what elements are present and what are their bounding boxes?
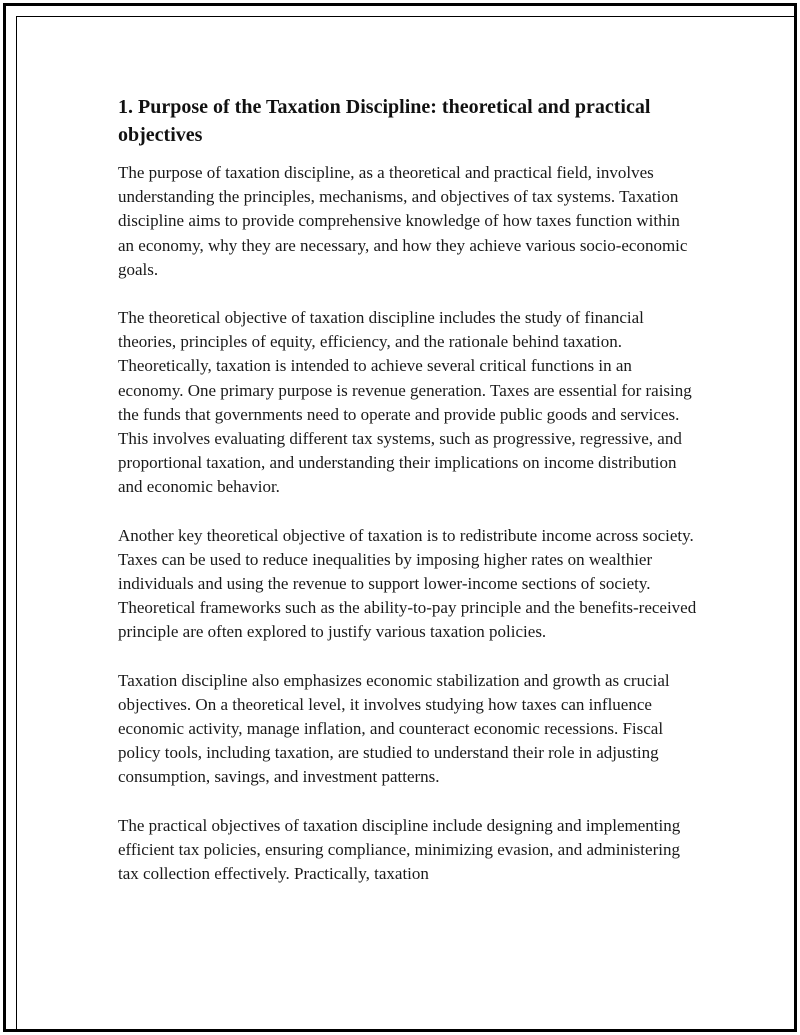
paragraph-stabilization: Taxation discipline also emphasizes economic stabilization and growth as crucial objectives. On a theoretical level, it involves studying how taxes can influence economic activity, manage inflation, and counteract economic recessions. Fiscal policy tools, including taxation, are studied to understand their role in adjusting consumption, savings, and investment patterns. [118,670,670,787]
paragraph-redistribution: Another key theoretical objective of taxation is to redistribute income across society. Taxes can be used to reduce inequalities by imposing higher rates on wealthier individuals and using the revenue to support lower-income sections of society. Theoretical frameworks such as the ability-to-pay principle and the benefits-received principle are often explored to justify various taxation policies. [118,525,697,642]
paragraph-theoretical-objective: The theoretical objective of taxation discipline includes the study of financial theories, principles of equity, efficiency, and the rationale behind taxation. Theoretically, taxation is intended to achieve several critical functions in an economy. One primary purpose is revenue generation. Taxes are essential for raising the funds that governments need to operate and provide public goods and services. This involves evaluating different tax systems, such as progressive, regressive, and proportional taxation, and understanding their implications on income distribution and economic behavior. [118,308,692,497]
paragraph-practical-objectives: The practical objectives of taxation discipline include designing and implementing efficient tax policies, ensuring compliance, minimizing evasion, and administering tax collection effectively. Practically, taxation [118,815,681,884]
document-body [118,93,698,910]
paragraph-purpose: The purpose of taxation discipline, as a theoretical and practical field, involves understanding the principles, mechanisms, and objectives of tax systems. Taxation discipline aims to provide comprehensive knowledge of how taxes function within an economy, why they are necessary, and how they achieve various socio-economic goals. [118,163,688,279]
section-heading: 1. Purpose of the Taxation Discipline: theoretical and practical objectives [118,96,651,146]
